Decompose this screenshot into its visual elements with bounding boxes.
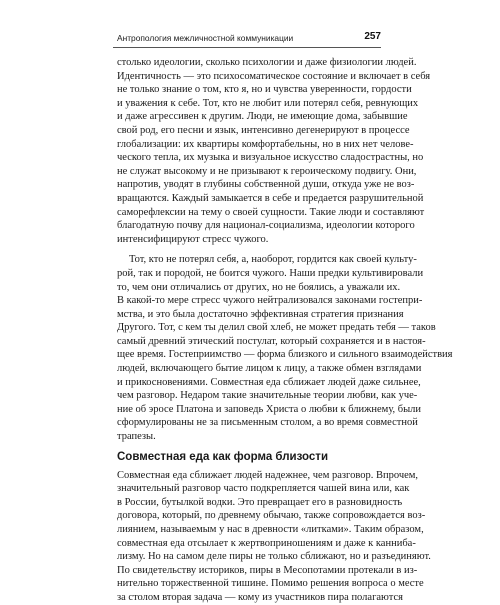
text-line: не только знание о том, кто я, но и чувства уверенности, гордости — [117, 84, 412, 96]
text-line: интенсифицируют стресс чужого. — [117, 233, 269, 245]
text-line: не служат высокому и не призывают к героическому подвигу. Они, — [117, 165, 417, 177]
text-line: трапезы. — [117, 431, 156, 443]
text-line: саморефлексии на тему о своей сущности. Такие люди и составляют — [117, 206, 425, 218]
page-header — [113, 30, 381, 48]
text-line: нительно торжественной тишине. Помимо решения вопроса о месте — [117, 578, 424, 590]
text-line: мства, и это была достаточно эффективная стратегия признания — [117, 308, 404, 320]
text-line: Совместная еда сближает людей надежнее, чем разговор. Впрочем, — [117, 469, 419, 481]
text-line: лиянием, называемым у нас в древности «литками». Таким образом, — [117, 524, 424, 535]
body-text — [117, 56, 453, 605]
text-line: вращаются. Каждый замыкается в себе и предается разрушительной — [117, 192, 424, 204]
running-title: Антропология межличностной коммуникации — [117, 33, 294, 43]
text-line: совместная еда отсылает к жертвоприношениям и даже к каннибa- — [117, 537, 416, 549]
paragraph-gap — [117, 246, 379, 253]
paragraph-1 — [117, 56, 431, 246]
page-number: 257 — [364, 31, 381, 42]
text-line: людей, включающего бытие лицом к лицу, а также обмен взглядами — [117, 363, 422, 375]
section-heading: Совместная еда как форма близости — [117, 450, 329, 463]
text-line: договора, который, по древнему обычаю, также сопровождается воз- — [117, 510, 426, 522]
text-line: в России, бутылкой водки. Это превращает его в разновидность — [117, 496, 403, 508]
text-line: рой, так и породой, не боится чужого. Наши предки культивировали — [117, 267, 424, 279]
text-line: ческого тепла, их музыка и визуальное искусство сладострастны, но — [117, 152, 424, 164]
text-line: Тот, кто не потерял себя, а, наоборот, гордится как своей культу- — [129, 254, 417, 266]
paragraph-2 — [117, 253, 453, 443]
text-line: свой род, его песни и язык, интенсивно дегенерируют в процессе — [117, 124, 410, 136]
text-line: и прикосновениями. Совместная еда сближает людей даже сильнее, — [117, 376, 421, 388]
text-line: напротив, уводят в глубины собственной души, откуда уже не воз- — [117, 179, 415, 191]
text-line: По свидетельству историков, пиры в Месопотамии протекали в из- — [117, 564, 418, 576]
text-line: значительный разговор часто подкрепляется чашей вина или, как — [117, 483, 410, 495]
text-line: столько идеологии, сколько психологии и даже физиологии людей. — [117, 57, 417, 68]
text-line: самый древний этический постулат, который сохраняется и в настоя- — [117, 335, 426, 347]
text-line: благодатную почву для национал-социализма, идеологии которого — [117, 220, 415, 232]
text-line: щее время. Гостеприимство — форма близкого и сильного взаимодействия — [117, 349, 453, 361]
text-line: Другого. Тот, с кем ты делил свой хлеб, не может предать тебя — таков — [117, 322, 436, 334]
text-line: и уважения к себе. Тот, кто не любит или потерял себя, ревнующих — [117, 97, 419, 109]
paragraph-3 — [117, 469, 431, 605]
text-line: и даже агрессивен к другим. Люди, не имеющие дома, забывшие — [117, 111, 408, 123]
text-line: ние об эросе Платона и заповедь Христа о любви к ближнему, были — [117, 403, 422, 415]
text-line: глобализации: их квартиры комфортабельны, но в них нет челове- — [117, 138, 414, 150]
text-line: В какой-то мере стресс чужого нейтрализовался законами гостепри- — [117, 295, 423, 307]
text-line: лизму. Но на самом деле пиры не только сближают, но и разъединяют. — [117, 551, 431, 563]
text-line: за столом вторая задача — кому из участников пира полагаются — [117, 591, 403, 603]
text-line: Идентичность — это психосоматическое состояние и включает в себя — [117, 70, 431, 82]
text-line: сформулированы не за письменным столом, а во время совместной — [117, 417, 418, 429]
text-line: чем разговор. Недаром такие значительные теории любви, как уче- — [117, 390, 418, 402]
text-line: то, чем они отличались от других, но не боялись, а уважали их. — [117, 281, 401, 293]
